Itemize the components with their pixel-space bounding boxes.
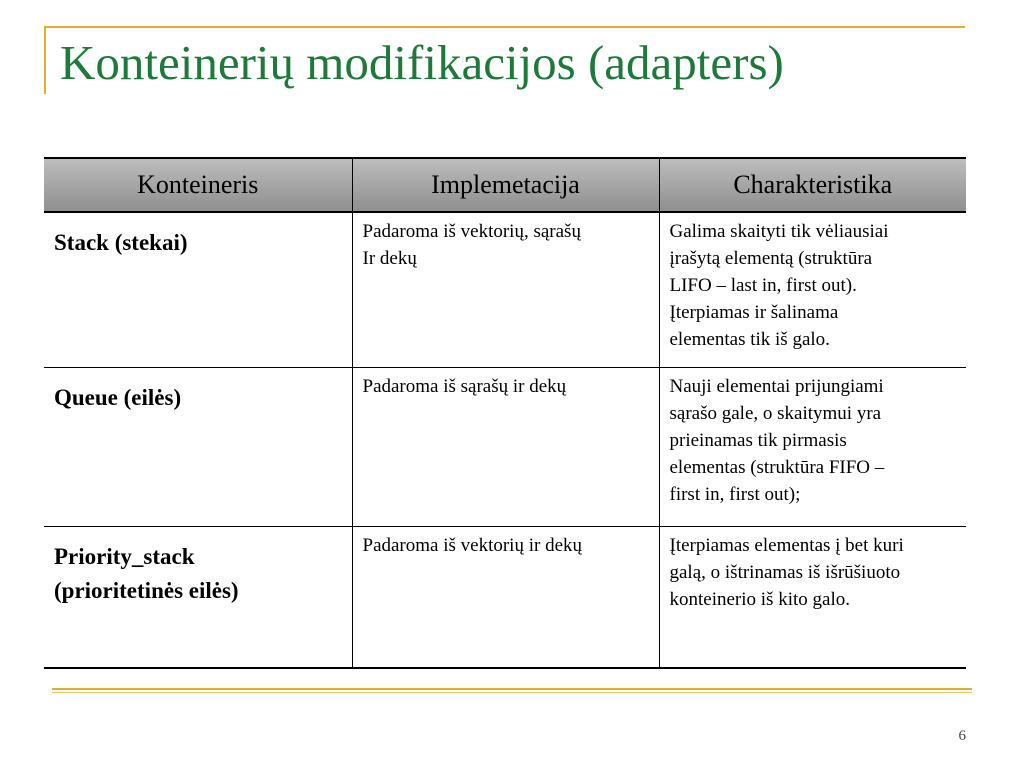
- header-implementation: Implemetacija: [352, 158, 659, 212]
- cell-implementation: [352, 367, 659, 526]
- characteristic-line: prieinamas tik pirmasis: [669, 429, 847, 451]
- bottom-accent-line-thin: [52, 692, 972, 693]
- left-accent-line: [44, 26, 46, 94]
- cell-container-name: [44, 212, 352, 367]
- table-row-stack: [44, 212, 966, 367]
- table-row-priority: [44, 526, 966, 668]
- cell-container-name: [44, 526, 352, 668]
- container-name-line: Stack (stekai): [54, 230, 188, 255]
- characteristic-line: galą, o ištrinamas iš išrūšiuoto: [669, 561, 901, 583]
- characteristic-line: Nauji elementai prijungiami: [669, 375, 884, 397]
- slide-title: Konteinerių modifikacijos (adapters): [60, 35, 784, 90]
- characteristic-line: Galima skaityti tik vėliausiai: [669, 221, 889, 242]
- table-row-queue: [44, 367, 966, 526]
- characteristic-line: įrašytą elementą (struktūra: [669, 248, 873, 269]
- characteristic-line: elementas (struktūra FIFO –: [669, 456, 885, 478]
- characteristic-line: konteinerio iš kito galo.: [669, 588, 850, 610]
- characteristic-line: sąrašo gale, o skaitymui yra: [669, 402, 882, 424]
- characteristic-line: elementas tik iš galo.: [669, 329, 830, 350]
- container-name-line: (prioritetinės eilės): [54, 577, 239, 603]
- container-name-line: Priority_stack: [54, 543, 195, 569]
- adapters-table: [44, 157, 966, 669]
- header-characteristic: Charakteristika: [659, 158, 966, 212]
- cell-implementation: [352, 212, 659, 367]
- characteristic-line: LIFO – last in, first out).: [669, 275, 857, 296]
- characteristic-line: first in, first out);: [669, 483, 801, 505]
- cell-container-name: [44, 367, 352, 526]
- characteristic-line: Įterpiamas elementas į bet kuri: [669, 534, 904, 556]
- bottom-accent-line: [52, 688, 972, 690]
- page-number: 6: [958, 728, 966, 744]
- cell-characteristic: [659, 367, 966, 526]
- cell-characteristic: [659, 212, 966, 367]
- top-accent-line: [44, 26, 965, 28]
- implementation-line: Padaroma iš vektorių ir dekų: [362, 534, 583, 556]
- implementation-line: Ir dekų: [362, 248, 417, 269]
- implementation-line: Padaroma iš sąrašų ir dekų: [362, 375, 567, 397]
- container-name-line: Queue (eilės): [54, 384, 182, 410]
- header-container: Konteineris: [44, 158, 352, 212]
- table-header-row: [44, 158, 966, 212]
- cell-implementation: [352, 526, 659, 668]
- implementation-line: Padaroma iš vektorių, sąrašų: [362, 221, 581, 242]
- characteristic-line: Įterpiamas ir šalinama: [669, 302, 839, 323]
- cell-characteristic: [659, 526, 966, 668]
